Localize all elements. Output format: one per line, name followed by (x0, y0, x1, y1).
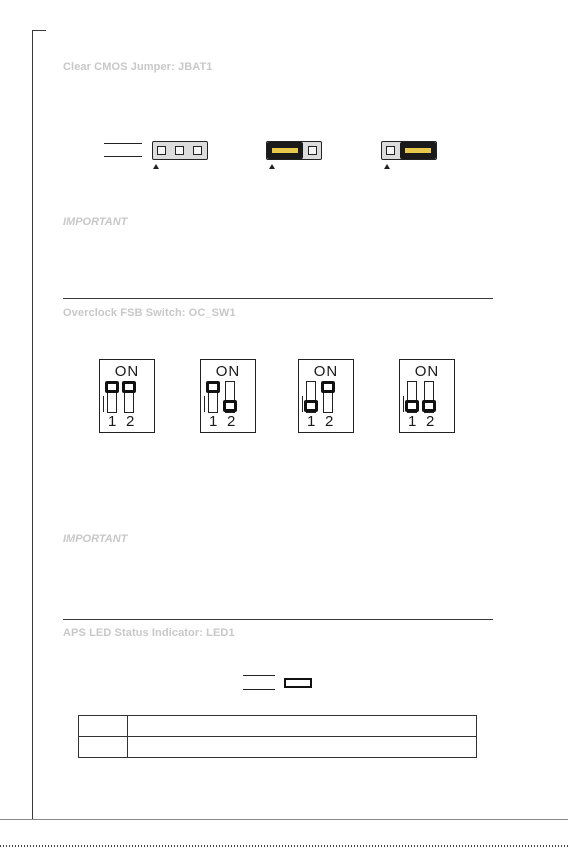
dip-number-1: 1 (108, 413, 117, 430)
pin1-marker-icon (384, 164, 390, 169)
bottom-margin-rule (0, 819, 568, 820)
dip-knob-2 (223, 400, 237, 412)
pin1-marker-icon (269, 164, 275, 169)
dip-knob-2 (122, 381, 136, 393)
led-indicator-icon (284, 678, 312, 688)
dip-notch (299, 396, 303, 412)
aps-led-heading: APS LED Status Indicator: LED1 (63, 627, 235, 639)
dip-switch (399, 359, 455, 433)
pin1-marker-icon (153, 164, 159, 169)
dip-number-1: 1 (307, 413, 316, 430)
dip-knob-2 (321, 381, 335, 393)
dip-notch (100, 396, 104, 412)
jumper-pin (175, 146, 184, 155)
dip-knob-1 (304, 400, 318, 412)
dip-number-1: 1 (209, 413, 218, 430)
table-row (79, 716, 477, 737)
dip-knob-1 (206, 381, 220, 393)
jumper-pin (157, 146, 166, 155)
section-divider (63, 298, 493, 299)
table-cell (79, 716, 128, 737)
dip-knob-1 (405, 400, 419, 412)
jumper-pin (308, 146, 317, 155)
page-footer-rule (0, 845, 568, 847)
dip-switch (99, 359, 155, 433)
dip-knob-1 (105, 381, 119, 393)
dip-number-2: 2 (227, 413, 236, 430)
dip-number-2: 2 (126, 413, 135, 430)
dip-on-label: ON (414, 363, 440, 380)
led-label-line (243, 689, 275, 690)
dip-on-label: ON (114, 363, 140, 380)
jumper-label-line (104, 156, 142, 157)
jumper-pin (386, 146, 395, 155)
overclock-heading: Overclock FSB Switch: OC_SW1 (63, 307, 236, 319)
dip-notch (400, 396, 404, 412)
clear-cmos-heading: Clear CMOS Jumper: JBAT1 (63, 61, 213, 73)
table-cell (128, 716, 477, 737)
dip-number-2: 2 (325, 413, 334, 430)
jumper-label-line (104, 143, 142, 144)
table-cell (79, 737, 128, 758)
led-label-line (243, 675, 275, 676)
dip-switch (298, 359, 354, 433)
dip-on-label: ON (313, 363, 339, 380)
top-margin-rule (32, 30, 46, 31)
dip-number-1: 1 (408, 413, 417, 430)
jumper-pin (193, 146, 202, 155)
dip-on-label: ON (215, 363, 241, 380)
table-cell (128, 737, 477, 758)
jumper-cap-stripe (272, 148, 298, 153)
dip-switch (200, 359, 256, 433)
table-row (79, 737, 477, 758)
important-label-2: IMPORTANT (63, 533, 128, 545)
dip-notch (201, 396, 205, 412)
dip-knob-2 (422, 400, 436, 412)
led-status-table (78, 715, 477, 758)
left-margin-rule (32, 30, 33, 820)
dip-number-2: 2 (426, 413, 435, 430)
important-label-1: IMPORTANT (63, 216, 128, 228)
jumper-cap-stripe (405, 148, 431, 153)
section-divider (63, 619, 493, 620)
